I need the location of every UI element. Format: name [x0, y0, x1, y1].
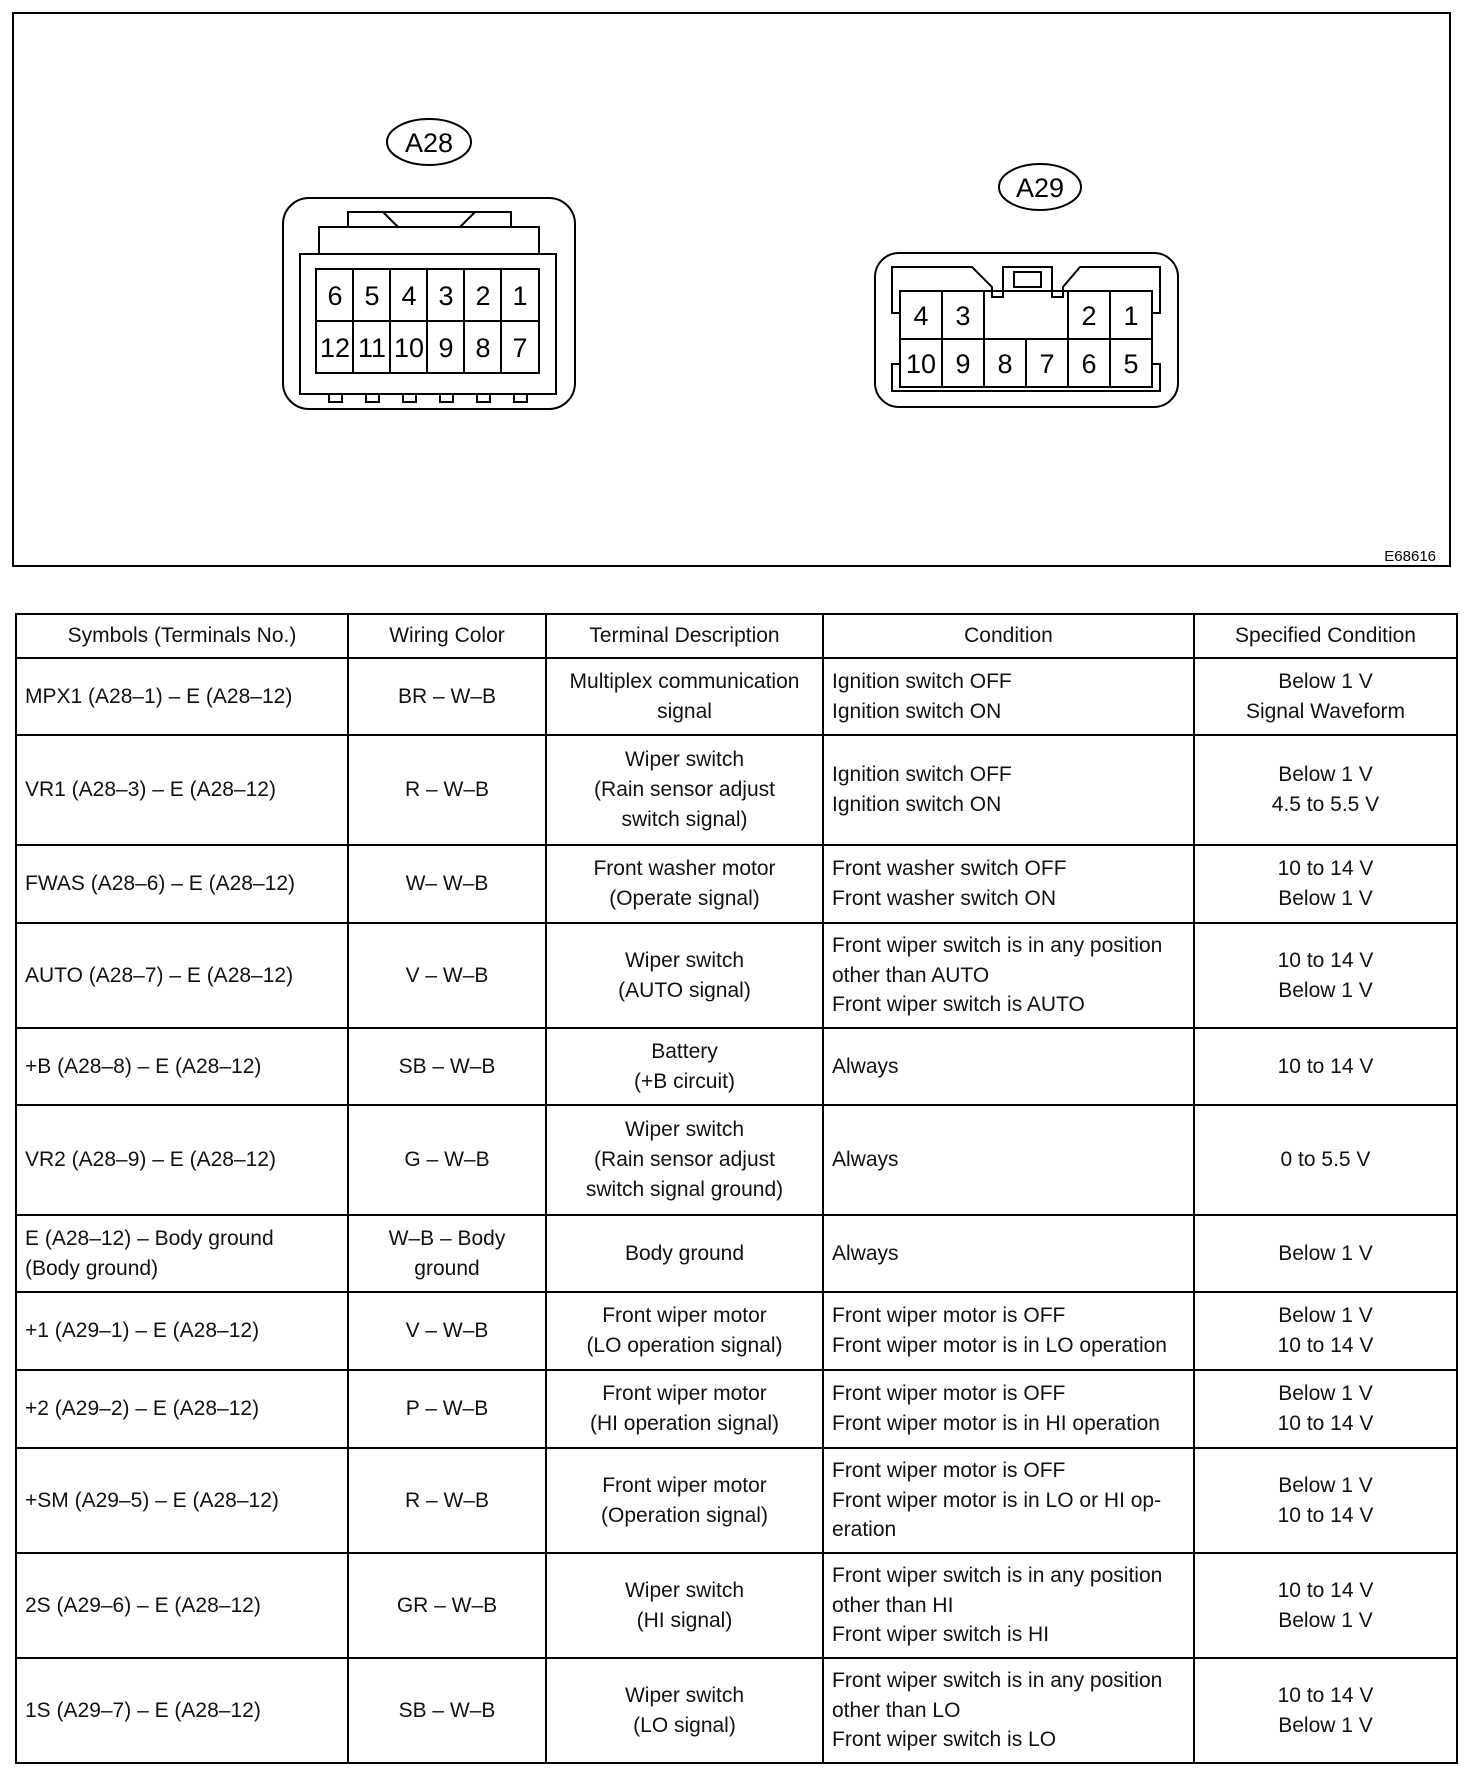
wiring-color-cell: SB – W–B — [348, 1658, 546, 1763]
description-cell: Wiper switch (AUTO signal) — [546, 923, 823, 1028]
pin-number: 5 — [364, 281, 380, 311]
symbol-cell: +SM (A29–5) – E (A28–12) — [16, 1448, 348, 1553]
header-wiring-color: Wiring Color — [348, 614, 546, 658]
a29-top-pin-row — [913, 301, 1138, 331]
table-row — [16, 658, 1457, 735]
table-row — [16, 1028, 1457, 1105]
pin-number: 4 — [913, 301, 929, 331]
description-cell: Front wiper motor (HI operation signal) — [546, 1370, 823, 1448]
wiring-color-cell: R – W–B — [348, 735, 546, 845]
table-row — [16, 735, 1457, 845]
connector-drawing — [14, 14, 1449, 565]
symbol-cell: +B (A28–8) – E (A28–12) — [16, 1028, 348, 1105]
symbol-cell: +1 (A29–1) – E (A28–12) — [16, 1292, 348, 1370]
a29-badge — [999, 164, 1081, 210]
condition-cell: Front wiper motor is OFF Front wiper motor is in LO or HI op- eration — [823, 1448, 1194, 1553]
pin-number: 6 — [1081, 349, 1097, 379]
description-cell: Wiper switch (HI signal) — [546, 1553, 823, 1658]
a29-connector — [875, 253, 1178, 407]
specified-condition-cell: Below 1 V Signal Waveform — [1194, 658, 1457, 735]
pin-number: 9 — [955, 349, 971, 379]
description-cell: Front wiper motor (LO operation signal) — [546, 1292, 823, 1370]
specified-condition-cell: Below 1 V — [1194, 1215, 1457, 1292]
pin-number: 2 — [1081, 301, 1097, 331]
connector-diagram — [12, 12, 1451, 567]
description-cell: Wiper switch (Rain sensor adjust switch signal ground) — [546, 1105, 823, 1215]
condition-cell: Front wiper switch is in any position other than LO Front wiper switch is LO — [823, 1658, 1194, 1763]
symbol-cell: E (A28–12) – Body ground (Body ground) — [16, 1215, 348, 1292]
table-row — [16, 845, 1457, 923]
symbol-cell: +2 (A29–2) – E (A28–12) — [16, 1370, 348, 1448]
description-cell: Wiper switch (Rain sensor adjust switch signal) — [546, 735, 823, 845]
a28-badge — [387, 119, 471, 165]
pin-number: 1 — [512, 281, 528, 311]
pin-number: 1 — [1123, 301, 1139, 331]
description-cell: Front wiper motor (Operation signal) — [546, 1448, 823, 1553]
table-row — [16, 1553, 1457, 1658]
specified-condition-cell: 0 to 5.5 V — [1194, 1105, 1457, 1215]
a29-bottom-pin-row — [906, 349, 1139, 379]
specified-condition-cell: 10 to 14 V Below 1 V — [1194, 1553, 1457, 1658]
header-specified-condition: Specified Condition — [1194, 614, 1457, 658]
condition-cell: Always — [823, 1028, 1194, 1105]
header-terminal-description: Terminal Description — [546, 614, 823, 658]
condition-cell: Always — [823, 1215, 1194, 1292]
condition-cell: Front wiper motor is OFF Front wiper motor is in HI operation — [823, 1370, 1194, 1448]
pin-number: 4 — [401, 281, 417, 311]
pin-number: 2 — [475, 281, 491, 311]
pin-number: 10 — [393, 333, 425, 363]
pin-number: 9 — [438, 333, 454, 363]
specified-condition-cell: Below 1 V 4.5 to 5.5 V — [1194, 735, 1457, 845]
specified-condition-cell: 10 to 14 V Below 1 V — [1194, 1658, 1457, 1763]
specified-condition-cell: Below 1 V 10 to 14 V — [1194, 1292, 1457, 1370]
pin-number: 5 — [1123, 349, 1139, 379]
symbol-cell: 2S (A29–6) – E (A28–12) — [16, 1553, 348, 1658]
condition-cell: Front washer switch OFF Front washer switch ON — [823, 845, 1194, 923]
header-condition: Condition — [823, 614, 1194, 658]
table-row — [16, 1105, 1457, 1215]
wiring-color-cell: GR – W–B — [348, 1553, 546, 1658]
symbol-cell: 1S (A29–7) – E (A28–12) — [16, 1658, 348, 1763]
a28-connector — [283, 198, 575, 409]
specified-condition-cell: 10 to 14 V Below 1 V — [1194, 845, 1457, 923]
pin-number: 3 — [438, 281, 454, 311]
header-symbols: Symbols (Terminals No.) — [16, 614, 348, 658]
pin-number: 8 — [475, 333, 491, 363]
condition-cell: Ignition switch OFF Ignition switch ON — [823, 735, 1194, 845]
condition-cell: Ignition switch OFF Ignition switch ON — [823, 658, 1194, 735]
symbol-cell: AUTO (A28–7) – E (A28–12) — [16, 923, 348, 1028]
specified-condition-cell: Below 1 V 10 to 14 V — [1194, 1448, 1457, 1553]
a28-label: A28 — [404, 128, 454, 158]
specified-condition-cell: Below 1 V 10 to 14 V — [1194, 1370, 1457, 1448]
condition-cell: Always — [823, 1105, 1194, 1215]
specified-condition-cell: 10 to 14 V — [1194, 1028, 1457, 1105]
wiring-color-cell: V – W–B — [348, 1292, 546, 1370]
specified-condition-cell: 10 to 14 V Below 1 V — [1194, 923, 1457, 1028]
wiring-color-cell: SB – W–B — [348, 1028, 546, 1105]
terminal-table — [15, 613, 1458, 1764]
table-row — [16, 1448, 1457, 1553]
condition-cell: Front wiper motor is OFF Front wiper motor is in LO operation — [823, 1292, 1194, 1370]
condition-cell: Front wiper switch is in any position other than AUTO Front wiper switch is AUTO — [823, 923, 1194, 1028]
table-row — [16, 1292, 1457, 1370]
pin-number: 10 — [905, 349, 937, 379]
wiring-color-cell: R – W–B — [348, 1448, 546, 1553]
wiring-color-cell: V – W–B — [348, 923, 546, 1028]
symbol-cell: VR2 (A28–9) – E (A28–12) — [16, 1105, 348, 1215]
table-row — [16, 923, 1457, 1028]
table-row — [16, 1658, 1457, 1763]
pin-number: 11 — [357, 333, 387, 363]
description-cell: Body ground — [546, 1215, 823, 1292]
table-body — [16, 658, 1457, 1763]
a29-label: A29 — [1015, 173, 1065, 203]
description-cell: Wiper switch (LO signal) — [546, 1658, 823, 1763]
a28-bottom-pin-row — [320, 333, 528, 363]
description-cell: Multiplex communication signal — [546, 658, 823, 735]
wiring-color-cell: BR – W–B — [348, 658, 546, 735]
pin-number: 12 — [319, 333, 351, 363]
table-row — [16, 1215, 1457, 1292]
pin-number: 7 — [512, 333, 528, 363]
pin-number: 3 — [955, 301, 971, 331]
symbol-cell: MPX1 (A28–1) – E (A28–12) — [16, 658, 348, 735]
symbol-cell: VR1 (A28–3) – E (A28–12) — [16, 735, 348, 845]
description-cell: Battery (+B circuit) — [546, 1028, 823, 1105]
symbol-cell: FWAS (A28–6) – E (A28–12) — [16, 845, 348, 923]
pin-number: 7 — [1039, 349, 1055, 379]
wiring-color-cell: G – W–B — [348, 1105, 546, 1215]
wiring-color-cell: P – W–B — [348, 1370, 546, 1448]
description-cell: Front washer motor (Operate signal) — [546, 845, 823, 923]
wiring-color-cell: W–B – Body ground — [348, 1215, 546, 1292]
condition-cell: Front wiper switch is in any position other than HI Front wiper switch is HI — [823, 1553, 1194, 1658]
table-row — [16, 1370, 1457, 1448]
pin-number: 8 — [997, 349, 1013, 379]
table-header-row — [16, 614, 1457, 658]
pin-number: 6 — [327, 281, 343, 311]
figure-code: E68616 — [1384, 548, 1436, 565]
wiring-color-cell: W– W–B — [348, 845, 546, 923]
